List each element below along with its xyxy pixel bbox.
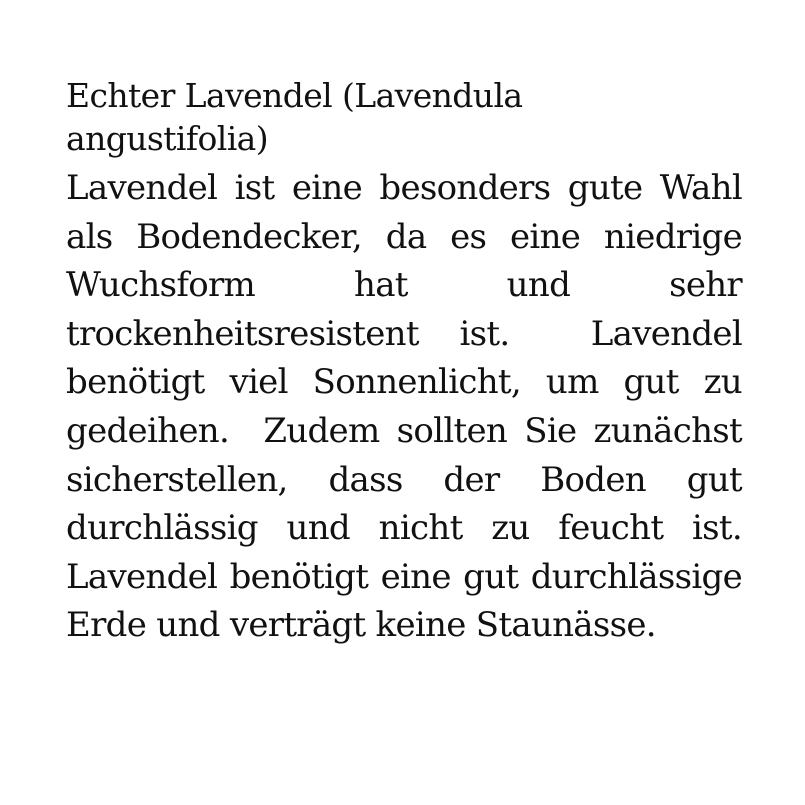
document-title: Echter Lavendel (Lavendula angustifolia)	[66, 76, 523, 158]
document-page	[66, 74, 753, 650]
document-body-paragraph: Lavendel ist eine besonders gute Wahl als Bodendecker, da es eine niedrige Wuchsform hat und sehr trockenheitsresistent ist. Lavendel benötigt viel Sonnenlicht, um gut zu gedeihen. Zudem sollten Sie zunächst sicherstellen, dass der Boden gut durchlässig und nicht zu feucht ist. Lavendel benötigt eine gut durchlässige Erde und verträgt keine Staunässe.	[66, 168, 753, 646]
